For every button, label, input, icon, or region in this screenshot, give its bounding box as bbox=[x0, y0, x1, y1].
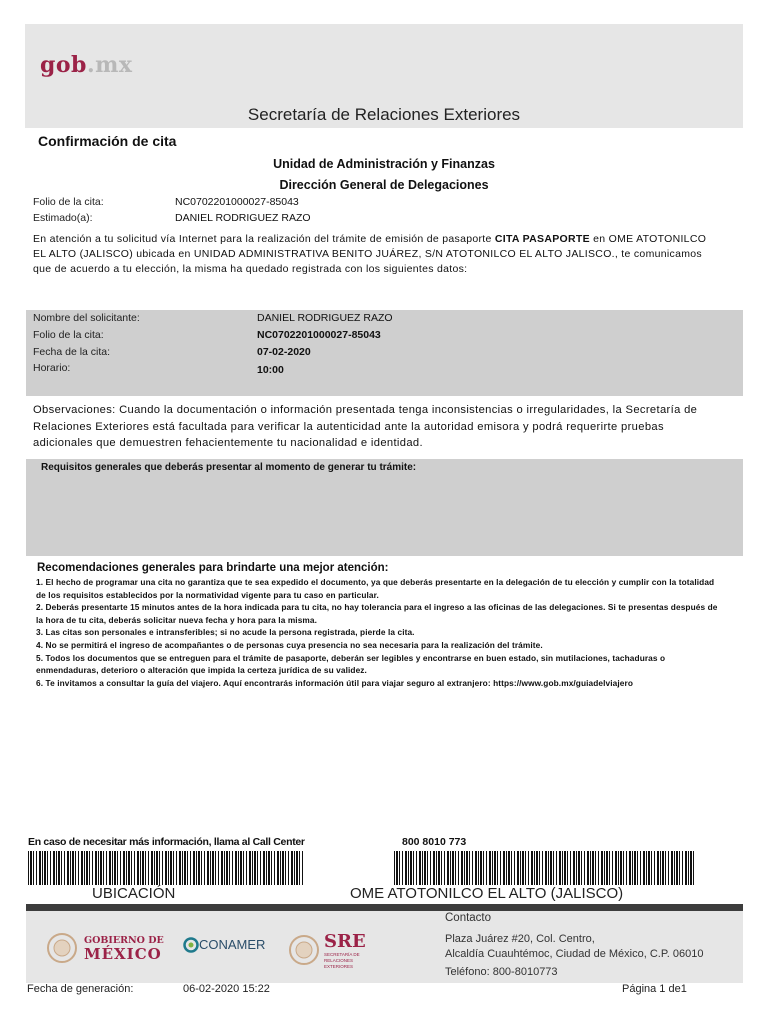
gobierno-emblem-icon bbox=[46, 932, 78, 964]
footer-bar bbox=[26, 904, 743, 911]
logo-main: gob bbox=[40, 52, 87, 78]
detail-label-nombre: Nombre del solicitante: bbox=[33, 312, 140, 324]
intro-strong: CITA PASAPORTE bbox=[494, 233, 590, 245]
contacto-phone[interactable]: Teléfono: 800-8010773 bbox=[445, 966, 558, 978]
barcode-left-label: UBICACIÓN bbox=[92, 885, 176, 902]
page-info: Página 1 de1 bbox=[622, 983, 687, 995]
conamer-logo bbox=[183, 936, 266, 956]
generation-label: Fecha de generación: bbox=[27, 983, 134, 995]
folio-label: Folio de la cita: bbox=[33, 196, 104, 208]
detail-label-folio: Folio de la cita: bbox=[33, 329, 104, 341]
callcenter-text: En caso de necesitar más información, llama al Call Center bbox=[28, 836, 305, 848]
detail-value-fecha: 07-02-2020 bbox=[257, 346, 311, 358]
detail-value-nombre: DANIEL RODRIGUEZ RAZO bbox=[257, 312, 393, 324]
recomendacion-item: 2. Deberás presentarte 15 minutos antes de la hora indicada para tu cita, no hay tolerancia para el ingreso a las oficinas de las delegaciones. Si te presentas después de la hora de tu cita, deberás solicitar nueva fecha y hora para la misma. bbox=[36, 602, 718, 625]
recomendacion-item: 6. Te invitamos a consultar la guía del viajero. Aquí encontrarás información útil para viajar seguro al extranjero: https://www.gob.mx/guiadelviajero bbox=[36, 677, 634, 688]
logo-suffix: .mx bbox=[86, 52, 133, 78]
detail-value-horario: 10:00 bbox=[257, 364, 284, 376]
sre-sub1: SECRETARÍA DE bbox=[324, 952, 360, 957]
unit-title: Unidad de Administración y Finanzas bbox=[273, 157, 495, 171]
requisitos-title: Requisitos generales que deberás presentar al momento de generar tu trámite: bbox=[41, 462, 417, 473]
intro-paragraph bbox=[33, 232, 713, 277]
barcode-right-label: OME ATOTONILCO EL ALTO (JALISCO) bbox=[350, 885, 624, 902]
folio-value: NC0702201000027-85043 bbox=[175, 196, 299, 208]
barcode-right bbox=[394, 851, 694, 885]
gobmx-logo[interactable] bbox=[40, 52, 133, 78]
sre-emblem-icon bbox=[288, 934, 320, 966]
intro-text-2: en OME ATOTONILCO EL ALTO (JALISCO) ubicada en UNIDAD ADMINISTRATIVA BENITO JUÁREZ, S/N ATOTONILCO EL ALTO JALISCO., te comunicamos que de acuerdo a tu elección, la misma ha quedado registrada con los siguientes datos: bbox=[33, 233, 707, 275]
sre-sub3: EXTERIORES bbox=[324, 964, 354, 969]
recomendacion-item: 3. Las citas son personales e intransferibles; si no acude la persona registrada, pierde la cita. bbox=[36, 627, 415, 638]
generation-value: 06-02-2020 15:22 bbox=[183, 983, 270, 995]
estimado-label: Estimado(a): bbox=[33, 212, 93, 224]
conamer-text: CONAMER bbox=[199, 937, 266, 952]
contacto-address-2: Alcaldía Cuauhtémoc, Ciudad de México, C.P. 06010 bbox=[445, 948, 704, 960]
gobierno-logo bbox=[46, 932, 166, 966]
barcode-left bbox=[28, 851, 305, 885]
callcenter-phone[interactable]: 800 8010 773 bbox=[402, 836, 467, 848]
estimado-value: DANIEL RODRIGUEZ RAZO bbox=[175, 212, 311, 224]
detail-value-folio: NC0702201000027-85043 bbox=[257, 329, 381, 341]
conamer-icon bbox=[183, 937, 199, 953]
sre-sub2: RELACIONES bbox=[324, 958, 354, 963]
gobierno-line1: GOBIERNO DE bbox=[84, 935, 164, 946]
recomendaciones-list bbox=[36, 576, 726, 689]
sre-text: SRE bbox=[324, 931, 366, 952]
observaciones-text: Observaciones: Cuando la documentación o información presentada tenga inconsistencias o irregularidades, la Secretaría de Relaciones Exteriores está facultada para verificar la autenticidad ante la autoridad emisora y podrá requerirte pruebas adicionales que demuestren fehacientemente tu nacionalidad e identidad. bbox=[33, 404, 698, 449]
recomendaciones-title: Recomendaciones generales para brindarte una mejor atención: bbox=[37, 562, 389, 574]
intro-text-1: En atención a tu solicitud vía Internet para la realización del trámite de emisión de pasaporte bbox=[33, 233, 495, 245]
contacto-address-1: Plaza Juárez #20, Col. Centro, bbox=[445, 933, 595, 945]
recomendacion-item: 5. Todos los documentos que se entreguen para el trámite de pasaporte, deberán ser legibles y encontrarse en buen estado, sin mutilaciones, tachaduras o enmendaduras, deterioro o alteración que impida la certeza jurídica de su validez. bbox=[36, 652, 666, 676]
gobierno-line2: MÉXICO bbox=[84, 945, 162, 963]
recomendacion-item: 4. No se permitirá el ingreso de acompañantes o de personas cuya presencia no sea necesaria para la realización del trámite. bbox=[36, 639, 543, 650]
contacto-title: Contacto bbox=[445, 912, 492, 924]
direction-title: Dirección General de Delegaciones bbox=[279, 178, 489, 192]
page-title: Secretaría de Relaciones Exteriores bbox=[247, 105, 521, 124]
detail-label-horario: Horario: bbox=[33, 362, 71, 374]
sre-logo bbox=[288, 932, 388, 972]
requisitos-panel bbox=[26, 459, 743, 556]
confirm-title: Confirmación de cita bbox=[38, 133, 177, 149]
recomendacion-item: 1. El hecho de programar una cita no garantiza que te sea expedido el documento, ya que deberás presentarte en la delegación de tu elección y cumplir con la totalidad de los requisitos establecidos por la normatividad vigente para tu caso en particular. bbox=[36, 577, 715, 600]
detail-label-fecha: Fecha de la cita: bbox=[33, 346, 111, 358]
